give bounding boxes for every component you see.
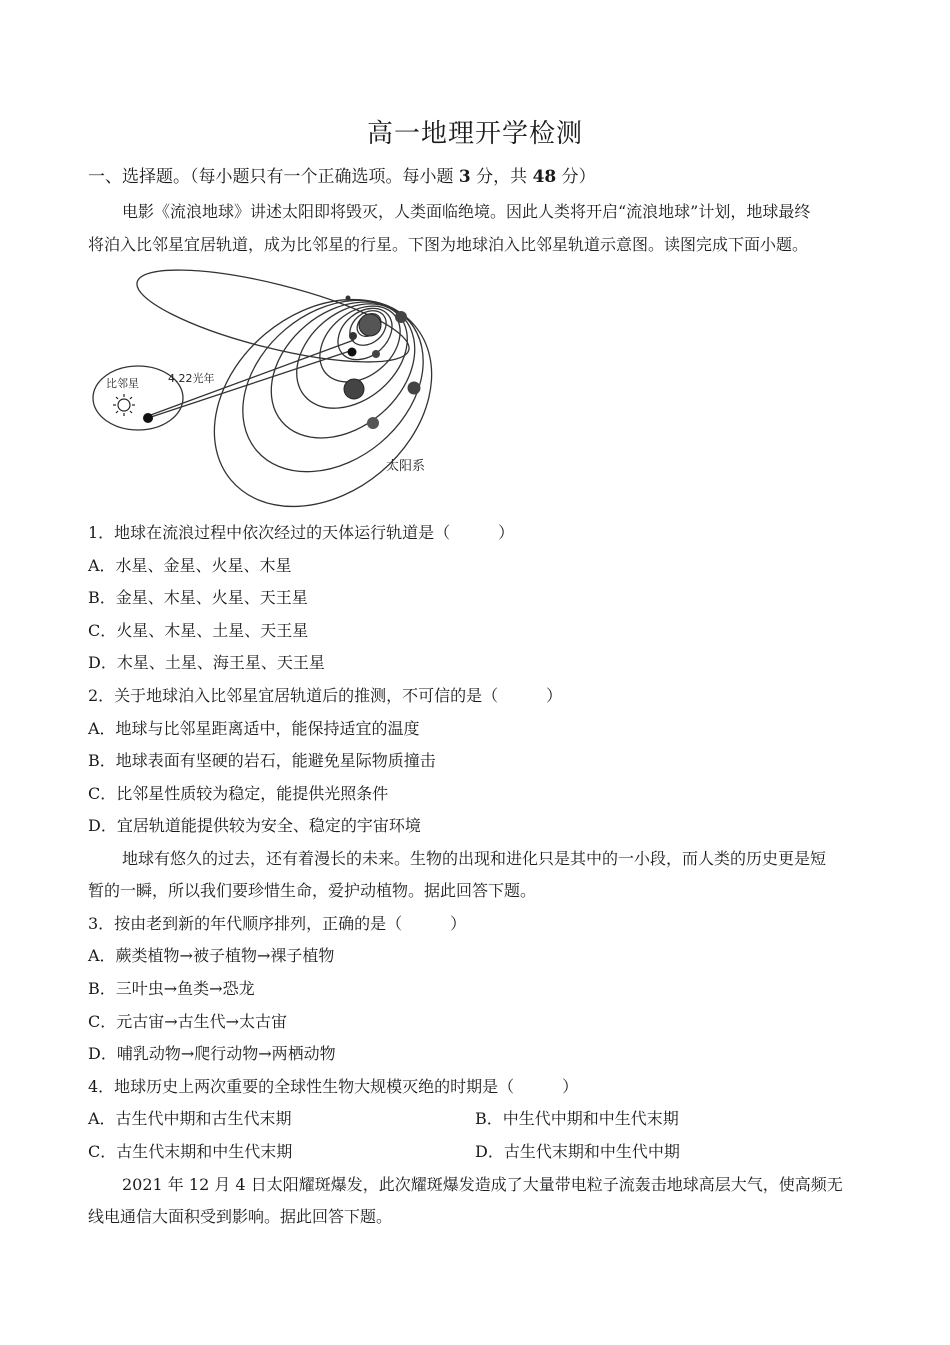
- q3-option-a: A．蕨类植物→被子植物→裸子植物: [88, 946, 335, 965]
- section-heading-suffix: 分）: [556, 167, 596, 187]
- q1-option-a: A．水星、金星、火星、木星: [88, 556, 292, 575]
- q2-option-b: B．地球表面有坚硬的岩石，能避免星际物质撞击: [88, 751, 436, 770]
- q1-option-b: B．金星、木星、火星、天王星: [88, 588, 308, 607]
- passage-2-line-2: 暂的一瞬，所以我们要珍惜生命，爱护动植物。据此回答下题。: [88, 881, 537, 900]
- q1-option-d: D．木星、土星、海王星、天王星: [88, 653, 325, 672]
- total-points: 48: [532, 167, 557, 187]
- distance-label: 4.22光年: [168, 372, 215, 385]
- planet-2: [372, 350, 380, 358]
- passage-2-line-1: 地球有悠久的过去，还有着漫长的未来。生物的出现和进化只是其中的一小段，而人类的历史更是短: [122, 849, 827, 868]
- section-heading-mid: 分，共: [470, 167, 533, 187]
- passage-1-line-2: 将泊入比邻星宜居轨道，成为比邻星的行星。下图为地球泊入比邻星轨道示意图。读图完成下面小题。: [88, 235, 809, 254]
- q4-option-c: C．古生代末期和中生代末期: [88, 1142, 293, 1161]
- solar-system-label: 太阳系: [386, 459, 426, 474]
- q3-option-b: B．三叶虫→鱼类→恐龙: [88, 979, 255, 998]
- sun: [359, 314, 381, 336]
- section-heading: [88, 166, 868, 188]
- orbit-8: [173, 268, 448, 513]
- q3-stem: 3．按由老到新的年代顺序排列，正确的是（ ）: [88, 914, 467, 933]
- planet-4: [408, 382, 421, 395]
- planet-jupiter: [344, 379, 364, 399]
- proxima-star-icon: [113, 394, 135, 416]
- orbit-diagram: [88, 268, 448, 513]
- q4-option-a: A．古生代中期和古生代末期: [88, 1109, 292, 1128]
- q2-option-c: C．比邻星性质较为稳定，能提供光照条件: [88, 784, 389, 803]
- earth-at-proxima: [143, 413, 153, 423]
- comet: [346, 296, 351, 301]
- q3-option-c: C．元古宙→古生代→太古宙: [88, 1012, 288, 1031]
- points-per-question: 3: [458, 167, 471, 187]
- q2-option-d: D．宜居轨道能提供较为安全、稳定的宇宙环境: [88, 816, 421, 835]
- q4-stem: 4．地球历史上两次重要的全球性生物大规模灭绝的时期是（ ）: [88, 1077, 579, 1096]
- q4-option-d: D．古生代末期和中生代中期: [475, 1142, 680, 1161]
- proxima-label: 比邻星: [106, 377, 139, 390]
- q2-stem: 2．关于地球泊入比邻星宜居轨道后的推测，不可信的是（ ）: [88, 686, 563, 705]
- q1-option-c: C．火星、木星、土星、天王星: [88, 621, 309, 640]
- earth: [348, 348, 357, 357]
- q4-option-b: B．中生代中期和中生代末期: [475, 1109, 679, 1128]
- planet-1: [349, 332, 357, 340]
- q3-option-d: D．哺乳动物→爬行动物→两栖动物: [88, 1044, 336, 1063]
- passage-3-line-2: 线电通信大面积受到影响。据此回答下题。: [88, 1207, 393, 1226]
- planet-3: [395, 311, 407, 323]
- page-title: 高一地理开学检测: [366, 119, 583, 149]
- planet-5: [367, 417, 379, 429]
- passage-1-line-1: 电影《流浪地球》讲述太阳即将毁灭，人类面临绝境。因此人类将开启“流浪地球”计划，地球最终: [122, 202, 811, 221]
- q2-option-a: A．地球与比邻星距离适中，能保持适宜的温度: [88, 719, 420, 738]
- section-heading-prefix: 一、选择题。（每小题只有一个正确选项。每小题: [88, 167, 459, 187]
- q1-stem: 1．地球在流浪过程中依次经过的天体运行轨道是（ ）: [88, 523, 515, 542]
- passage-3-line-1: 2021 年 12 月 4 日太阳耀斑爆发，此次耀斑爆发造成了大量带电粒子流轰击地球高层大气，使高频无: [122, 1175, 843, 1194]
